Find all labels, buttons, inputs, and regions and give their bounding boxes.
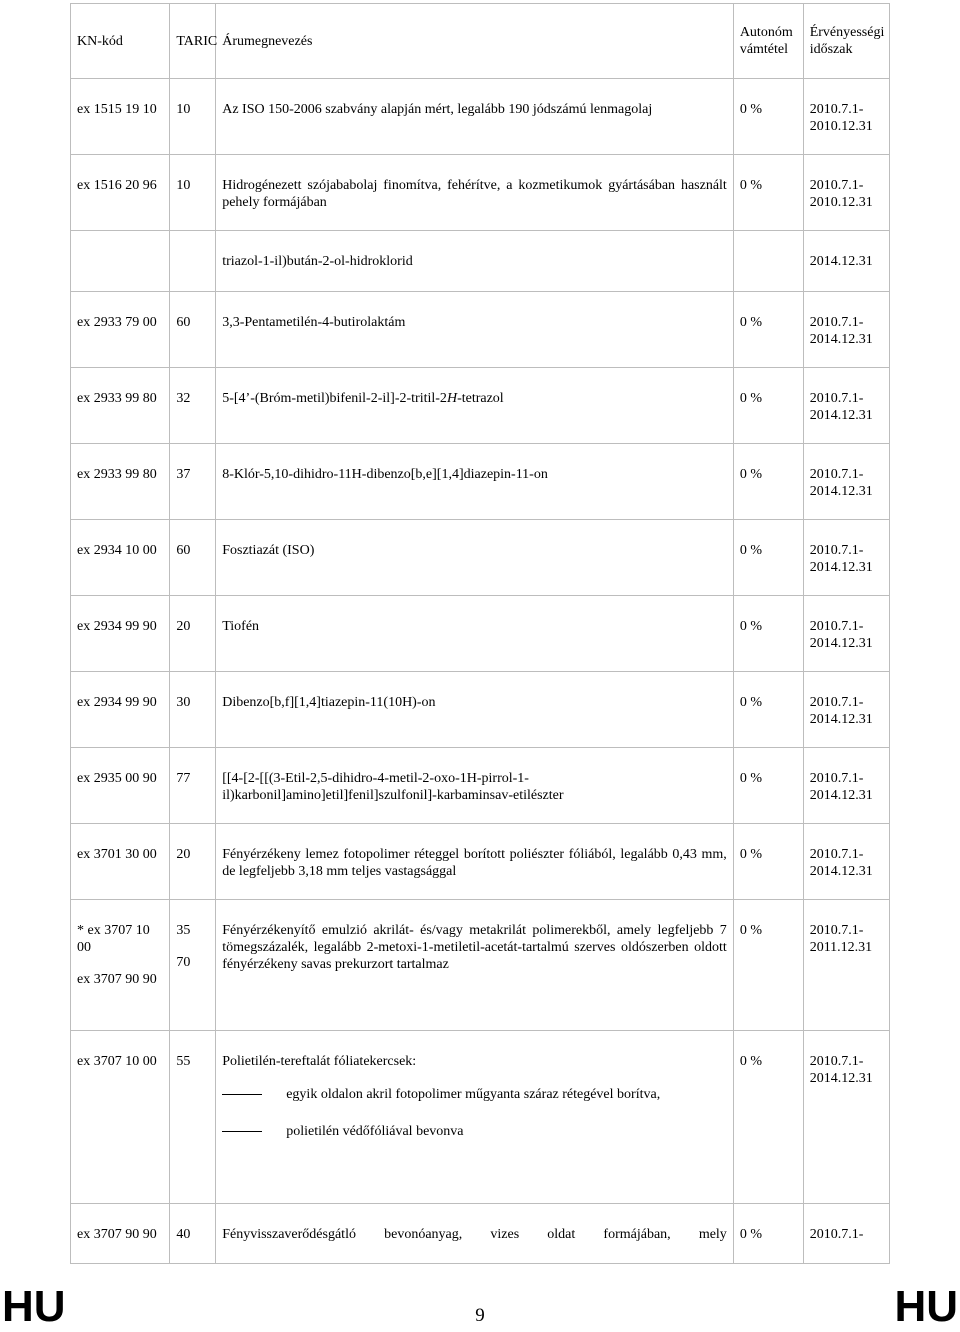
rate: 0 %: [733, 900, 803, 1031]
taric-code: 10: [170, 155, 216, 231]
validity: 2010.7.1-2010.12.31: [803, 155, 889, 231]
table-row: [71, 155, 890, 231]
validity: 2014.12.31: [803, 231, 889, 292]
header-validity: Érvényességi időszak: [803, 4, 889, 79]
kn-code: ex 2933 99 80: [71, 368, 170, 444]
validity: 2010.7.1-2014.12.31: [803, 368, 889, 444]
taric-code: 55: [170, 1031, 216, 1204]
description: Hidrogénezett szójababolaj finomítva, fehérítve, a kozmetikumok gyártásában használt pehely formájában: [216, 155, 734, 231]
dash-marker: [222, 1094, 262, 1095]
taric-code: 60: [170, 520, 216, 596]
taric-code: 20: [170, 824, 216, 900]
table-row: [71, 824, 890, 900]
taric-code: [170, 900, 216, 1031]
description: Fosztiazát (ISO): [216, 520, 734, 596]
rate: 0 %: [733, 444, 803, 520]
description: [216, 1204, 734, 1264]
description: 3,3-Pentametilén-4-butirolaktám: [216, 292, 734, 368]
taric-code: [170, 231, 216, 292]
taric-code: 20: [170, 596, 216, 672]
table-row: [71, 596, 890, 672]
validity: 2010.7.1-2014.12.31: [803, 444, 889, 520]
table-row: [71, 1031, 890, 1204]
description-part: 5-[4’-(Bróm-metil)bifenil-2-il]-2-tritil-2: [222, 391, 447, 406]
validity: 2010.7.1-2014.12.31: [803, 824, 889, 900]
rate: 0 %: [733, 596, 803, 672]
validity: 2010.7.1-2014.12.31: [803, 1031, 889, 1204]
table-row: [71, 900, 890, 1031]
taric-code: 32: [170, 368, 216, 444]
description: Fényérzékeny lemez fotopolimer réteggel borított poliészter fóliából, legalább 0,43 mm, de legfeljebb 3,18 mm teljes vastagsággal: [216, 824, 734, 900]
rate: 0 %: [733, 1031, 803, 1204]
description: [[4-[2-[[(3-Etil-2,5-dihidro-4-metil-2-oxo-1H-pirrol-1-il)karbonil]amino]etil]fenil]szulfonil]-karbaminsav-etilészter: [216, 748, 734, 824]
kn-code: ex 2935 00 90: [71, 748, 170, 824]
table-row: [71, 368, 890, 444]
description: Az ISO 150-2006 szabvány alapján mért, legalább 190 jódszámú lenmagolaj: [216, 79, 734, 155]
table-row: [71, 1204, 890, 1264]
rate: 0 %: [733, 1204, 803, 1264]
rate: 0 %: [733, 79, 803, 155]
description-italic-part: H: [446, 391, 458, 406]
table-row: [71, 79, 890, 155]
validity: 2010.7.1-2014.12.31: [803, 672, 889, 748]
description: triazol-1-il)bután-2-ol-hidroklorid: [216, 231, 734, 292]
taric-code: 37: [170, 444, 216, 520]
kn-code: ex 2934 99 90: [71, 672, 170, 748]
kn-code: ex 2933 99 80: [71, 444, 170, 520]
table-row: [71, 748, 890, 824]
kn-code: ex 2934 10 00: [71, 520, 170, 596]
taric-code: 77: [170, 748, 216, 824]
table-row: [71, 444, 890, 520]
dash-marker: [222, 1131, 262, 1132]
kn-code: ex 3707 10 00: [71, 1031, 170, 1204]
sub-item: [222, 1086, 727, 1103]
kn-code: ex 3701 30 00: [71, 824, 170, 900]
taric-code: 60: [170, 292, 216, 368]
rate: 0 %: [733, 292, 803, 368]
validity: 2010.7.1-2010.12.31: [803, 79, 889, 155]
header-kn: KN-kód: [71, 4, 170, 79]
kn-code: [71, 231, 170, 292]
validity: 2010.7.1-2014.12.31: [803, 748, 889, 824]
footer-lang-right: HU: [894, 1282, 958, 1331]
rate: 0 %: [733, 748, 803, 824]
description-text: Fényvisszaverődésgátló bevonóanyag, vizes oldat formájában, mely: [222, 1227, 727, 1242]
validity: 2010.7.1-2014.12.31: [803, 292, 889, 368]
sub-item-text: egyik oldalon akril fotopolimer műgyanta száraz rétegével borítva,: [286, 1087, 661, 1102]
description: 8-Klór-5,10-dihidro-11H-dibenzo[b,e][1,4]diazepin-11-on: [216, 444, 734, 520]
taric-code: 40: [170, 1204, 216, 1264]
table-row: [71, 231, 890, 292]
kn-code: [71, 900, 170, 1031]
rate: 0 %: [733, 824, 803, 900]
validity: 2010.7.1-2014.12.31: [803, 520, 889, 596]
validity: 2010.7.1-2014.12.31: [803, 596, 889, 672]
kn-code-line: ex 3707 90 90: [77, 972, 157, 987]
header-desc: Árumegnevezés: [216, 4, 734, 79]
header-rate: Autonóm vámtétel: [733, 4, 803, 79]
description: Tiofén: [216, 596, 734, 672]
tariff-table: [70, 3, 890, 1264]
description: Fényérzékenyítő emulzió akrilát- és/vagy metakrilát polimerekből, amely legfeljebb 7 tömegszázalék, legalább 2-metoxi-1-metiletil-acetát-tartalmú szerves oldószerben oldott fényérzékeny savas prekurzort tartalmaz: [216, 900, 734, 1031]
taric-code: 10: [170, 79, 216, 155]
page-number: 9: [475, 1305, 485, 1326]
kn-code: ex 3707 90 90: [71, 1204, 170, 1264]
kn-code: ex 1515 19 10: [71, 79, 170, 155]
kn-code: ex 2933 79 00: [71, 292, 170, 368]
rate: 0 %: [733, 520, 803, 596]
taric-code-line: 35: [176, 923, 191, 938]
description: Dibenzo[b,f][1,4]tiazepin-11(10H)-on: [216, 672, 734, 748]
footer-lang-left: HU: [2, 1282, 66, 1331]
description: [216, 368, 734, 444]
header-taric: TARIC: [170, 4, 216, 79]
sub-item-text: polietilén védőfóliával bevonva: [286, 1124, 464, 1139]
taric-code: 30: [170, 672, 216, 748]
rate: 0 %: [733, 672, 803, 748]
description: [216, 1031, 734, 1204]
table-row: [71, 520, 890, 596]
table-row: [71, 672, 890, 748]
description-heading: Polietilén-tereftalát fóliatekercsek:: [222, 1054, 417, 1069]
validity: 2010.7.1-: [803, 1204, 889, 1264]
rate: 0 %: [733, 368, 803, 444]
description-part: -tetrazol: [457, 391, 504, 406]
kn-code-line: * ex 3707 10 00: [77, 923, 150, 955]
table-row: [71, 292, 890, 368]
kn-code: ex 2934 99 90: [71, 596, 170, 672]
taric-code-line: 70: [176, 955, 191, 970]
sub-item: [222, 1123, 727, 1140]
validity: 2010.7.1-2011.12.31: [803, 900, 889, 1031]
rate: [733, 231, 803, 292]
rate: 0 %: [733, 155, 803, 231]
kn-code: ex 1516 20 96: [71, 155, 170, 231]
table-header-row: [71, 4, 890, 79]
